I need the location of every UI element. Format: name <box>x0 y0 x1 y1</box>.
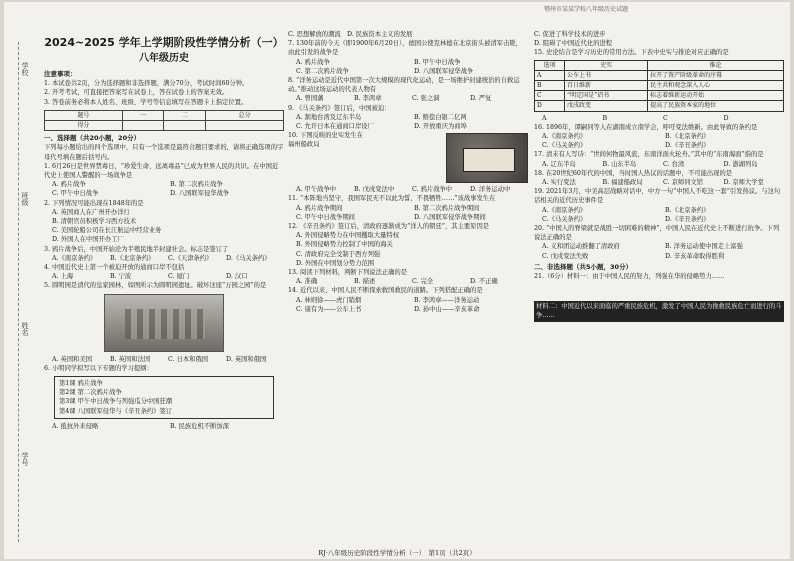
option[interactable]: D. 严复 <box>470 95 492 103</box>
option[interactable]: A. 准确 <box>296 278 318 286</box>
score-row-label: 得分 <box>45 121 123 131</box>
question-stem: 13. 阅读下列材料，判断下列说法正确的是 <box>288 269 408 277</box>
exam-subject: 八年级历史 <box>139 53 189 64</box>
score-cell[interactable] <box>122 121 164 131</box>
score-header: 总分 <box>206 110 284 120</box>
option[interactable]: B.《北京条约》 <box>110 254 155 262</box>
option[interactable]: D. 不正确 <box>470 278 498 286</box>
table-cell: 提高了民族资本家的地位 <box>648 101 784 111</box>
option[interactable]: C. 清政府完全受制于西方列强 <box>296 250 381 258</box>
option[interactable]: B. 第二次鸦片战争 <box>170 181 223 189</box>
question-stem: 8. “洋务运动是近代中国第一次大规模的现代化运动，是一场维护封建统治的自救运动。”推动这场运动的代表人物有 <box>288 77 520 94</box>
table-header: 史实 <box>565 60 648 70</box>
question-options <box>288 231 528 268</box>
option[interactable]: B. 李鸿章——洋务运动 <box>414 296 480 304</box>
table-cell: 标志着维新运动开始 <box>648 91 784 101</box>
question-stem: 3. 鸦片战争后，中国开始沦为半殖民地半封建社会。标志是签订了 <box>44 245 229 253</box>
table-row <box>535 70 784 80</box>
option[interactable]: A.《南京条约》 <box>542 133 587 141</box>
option[interactable]: C. 康有为——公车上书 <box>296 305 362 313</box>
question-stem: 17. 清末有人写诗：“世间何物最风流，东南洋面火轮舟。”其中的“东南海面”指的是 <box>534 151 764 159</box>
option[interactable]: D. 洋务运动中 <box>470 186 511 194</box>
option[interactable]: A.《南京条约》 <box>542 206 587 214</box>
outline-box <box>54 376 274 419</box>
option[interactable]: C. 允许日本在通商口岸设厂 <box>296 123 374 131</box>
option[interactable]: C. 鸦片战争中 <box>412 186 453 194</box>
question-stem: 4. 中国近代史上第一个被迫开放的通商口岸不包括 <box>44 264 185 272</box>
question-options <box>44 422 284 431</box>
option[interactable]: B. 赔偿白银二亿两 <box>414 113 467 121</box>
table-row <box>535 91 784 101</box>
option[interactable]: C. 厦门 <box>168 273 190 281</box>
table-cell: C <box>535 91 565 101</box>
top-note: 鄂州市某某学校八年级历史试题 <box>544 6 629 13</box>
option[interactable]: A. 实行变法 <box>542 179 576 187</box>
column-left <box>44 30 284 548</box>
option[interactable]: D.《马关条约》 <box>226 254 271 262</box>
question-options <box>288 94 528 103</box>
note-item: 2. 开考考试，可直接把答案写在试卷上，答在试卷上的答案无效。 <box>44 89 229 97</box>
question-options <box>44 254 284 263</box>
option[interactable]: C. 日本和俄国 <box>168 355 209 363</box>
option[interactable]: A. 英国商人在广州开办洋行 <box>52 208 130 216</box>
score-header: 一 <box>122 110 164 120</box>
option[interactable]: D. 开放重庆为商埠 <box>414 123 467 131</box>
question-options <box>44 272 284 281</box>
question-options <box>534 242 784 260</box>
question-stem: 材料二：中国近代以来面临的严重民族危机，激发了中国人民为挽救民族危亡而进行的斗争…… <box>534 301 784 321</box>
outline-line: 第3课 甲午中日战争与列强瓜分中国狂潮 <box>59 398 173 406</box>
question-stem: 15. 史论结合是学习历史的常用方法。下表中史实与推论对应正确的是 <box>534 49 729 57</box>
option[interactable]: D. 八国联军侵华战争期间 <box>414 213 486 221</box>
question-stem: 9. 《马关条约》签订后，中国被迫： <box>288 104 391 112</box>
question-options <box>288 185 528 194</box>
shipyard-photo <box>446 133 528 183</box>
question-stem: 1. 6月26日是世界禁毒日，“珍爱生命、远离毒品”已成为世界人民的共识。在中国近代史上使国人警醒的一场战争是 <box>44 162 279 180</box>
option[interactable]: B. 甲午中日战争 <box>414 58 461 66</box>
table-header: 选项 <box>535 60 565 70</box>
seal-label-name: 姓名 <box>21 322 29 336</box>
option[interactable]: C. 甲午中日战争期间 <box>296 213 355 221</box>
score-table <box>44 110 284 131</box>
question-stem: 20. “中国人的脊梁就是战胜一切困难的精神”，中国人民在近代史上不断进行抗争。下列说法正确的是 <box>534 225 780 242</box>
table-row <box>535 101 784 111</box>
table-cell: D <box>535 101 565 111</box>
option[interactable]: D. 辛亥革命取得胜利 <box>665 252 725 260</box>
option[interactable]: A. 上海 <box>52 273 74 281</box>
option[interactable]: D.《辛丑条约》 <box>665 215 710 223</box>
option[interactable]: C. 京师同文馆 <box>663 179 704 187</box>
option[interactable]: B. 清朝官员积极学习西方技术 <box>52 218 137 226</box>
table-cell: 民主共和观念深入人心 <box>648 81 784 91</box>
option[interactable]: B. 描述 <box>354 278 376 286</box>
page-footer: RJ·八年级历史阶段性学情分析（一） 第1页（共2页） <box>318 549 476 557</box>
score-header: 二 <box>164 110 206 120</box>
option[interactable]: A.《南京条约》 <box>52 254 97 262</box>
question-options <box>534 114 784 123</box>
question-options <box>288 204 528 222</box>
option[interactable]: B. 李鸿章 <box>354 95 382 103</box>
option[interactable]: D. 外国在中国划分势力范围 <box>296 259 375 267</box>
question-stem: 10. 下图反映的史实发生在 <box>288 132 363 140</box>
table-cell: “明定国是”诏书 <box>565 91 648 101</box>
option[interactable]: C. 台湾 <box>663 160 685 168</box>
table-header: 推论 <box>648 60 784 70</box>
option[interactable]: A. 义和团运动推翻了清政府 <box>542 243 620 251</box>
option[interactable]: A. 林则徐——虎门销烟 <box>296 296 362 304</box>
question-stem: 21.（6分）材料一：由于中国人民的努力，列强在华的侵略势力…… <box>534 273 725 281</box>
option[interactable]: B. 山东半岛 <box>602 160 637 168</box>
option[interactable]: C.《天津条约》 <box>168 254 213 262</box>
question-stem: 14. 近代以来，中国人民不断探索救国救民的道路。下列搭配正确的是 <box>288 287 483 295</box>
question-options <box>44 355 284 364</box>
question-stem: 18. 在20世纪60年代的中国，当时国人热议的话题中，不可能出现的是 <box>534 169 733 177</box>
option[interactable]: D. 京师大学堂 <box>723 179 764 187</box>
section-one-heading: 一、选择题（共20小题，20分） <box>44 134 141 143</box>
option[interactable]: C. 促进了科学技术的进步 <box>534 31 606 38</box>
option[interactable]: B.《北京条约》 <box>665 133 710 141</box>
answer-space[interactable] <box>534 281 784 301</box>
option[interactable]: D. 孙中山——辛亥革命 <box>414 305 480 313</box>
column-middle <box>288 30 528 548</box>
option[interactable]: B. 戊戌变法中 <box>354 186 395 194</box>
table-cell: 拉开了资产阶级革命的序幕 <box>648 70 784 80</box>
option[interactable]: A <box>542 114 547 122</box>
note-item: 1. 本试卷共2页，分为选择题和非选择题，满分70分，考试时间60分钟。 <box>44 80 249 88</box>
option[interactable]: A. 曾国藩 <box>296 95 324 103</box>
option[interactable]: D. 英国和俄国 <box>226 355 267 363</box>
exam-title: 2024~2025 学年上学期阶段性学情分析（一） <box>44 36 284 49</box>
option[interactable]: B. 英国和法国 <box>110 355 151 363</box>
option[interactable]: B. 宁波 <box>110 273 132 281</box>
question-stem: 6. 小明同学拟写以下专题的学习提纲： <box>44 364 153 372</box>
table-cell: 百日维新 <box>565 81 648 91</box>
image-caption: 福州船政局 <box>288 141 320 149</box>
column-right <box>534 30 784 548</box>
outline-line: 第2课 第二次鸦片战争 <box>59 389 122 397</box>
question-options <box>534 178 784 187</box>
option[interactable]: A. 鸦片战争 <box>296 58 330 66</box>
question-options <box>534 160 784 169</box>
exam-sheet <box>4 2 790 559</box>
notes-label: 注意事项： <box>44 70 77 78</box>
option[interactable]: B. 第二次鸦片战争期间 <box>414 204 480 212</box>
option[interactable]: B. 福建船政局 <box>602 179 643 187</box>
question-stem: C. 思想解放的潮流 D. 民族资本主义的发展 <box>288 31 413 38</box>
question-stem: 5. 圆明园是清代的皇家园林，如图所示为圆明园遗址。破坏这座“万园之园”的是 <box>44 282 267 290</box>
question-options <box>288 296 528 314</box>
option[interactable]: C. 第二次鸦片战争 <box>296 67 349 75</box>
note-item: 3. 答卷前务必将本人姓名、班级、学号等信息填写在答题卡上指定位置。 <box>44 98 248 106</box>
score-header: 题号 <box>45 110 123 120</box>
option[interactable]: C.《马关条约》 <box>542 142 587 150</box>
question-options <box>534 206 784 224</box>
question-stem: 12. 《辛丑条约》签订后，清政府逐渐成为“洋人的朝廷”，其主要原因是 <box>288 223 490 231</box>
question-options <box>44 208 284 245</box>
question-stem: 11. “本阵地当坚守，我国军民无不以此为誓，不畏牺牲……”该战事发生在 <box>288 195 496 203</box>
option[interactable]: C. 完全 <box>412 278 434 286</box>
question-options <box>288 277 528 286</box>
table-cell: B <box>535 81 565 91</box>
option[interactable]: A. 鸦片战争 <box>52 181 86 189</box>
option[interactable]: A. 甲午战争中 <box>296 186 337 194</box>
option[interactable]: B. 洋务运动使中国走上富强 <box>665 243 743 251</box>
question-options <box>288 58 528 76</box>
option[interactable]: B. 外国侵略势力控制了中国的海关 <box>296 241 393 249</box>
option[interactable]: A. 外国侵略势力在中国攫取大量特权 <box>296 232 400 240</box>
outline-line: 第4课 八国联军侵华与《辛丑条约》签订 <box>59 407 173 415</box>
option[interactable]: C. 甲午中日战争 <box>52 190 99 198</box>
table-row <box>535 81 784 91</box>
question-stem: 2. 下列情况可能出现在1848年的是 <box>44 199 144 207</box>
option[interactable]: B. 民族危机不断加深 <box>170 422 230 430</box>
option[interactable]: A. 英国和美国 <box>52 355 93 363</box>
score-cell[interactable] <box>206 121 284 131</box>
option[interactable]: C. 美国轮船公司在长江航运中经营业务 <box>52 227 162 235</box>
history-table <box>534 60 784 112</box>
seal-area <box>10 42 36 542</box>
option[interactable]: D <box>723 114 729 122</box>
option[interactable]: A. 辽东半岛 <box>542 160 576 168</box>
option[interactable]: D. 阻碍了中国近代化的进程 <box>534 40 613 48</box>
question-options <box>534 132 784 150</box>
seal-label-class: 班级 <box>21 192 29 206</box>
option[interactable]: D.《辛丑条约》 <box>665 142 710 150</box>
seal-label-id: 学号 <box>21 452 29 466</box>
option[interactable]: D. 八国联军侵华战争 <box>414 67 474 75</box>
option[interactable]: D. 汉口 <box>226 273 248 281</box>
option[interactable]: C.《马关条约》 <box>542 215 587 223</box>
outline-line: 第1课 鸦片战争 <box>59 380 103 388</box>
option[interactable]: B <box>602 114 608 122</box>
option[interactable]: C <box>663 114 668 122</box>
option[interactable]: A. 割地台湾及辽东半岛 <box>296 113 362 121</box>
yuanmingyuan-ruins-photo <box>104 294 224 352</box>
score-cell[interactable] <box>164 121 206 131</box>
option[interactable]: A. 抵抗外来侵略 <box>52 422 99 430</box>
option[interactable]: C. 张之洞 <box>412 95 440 103</box>
option[interactable]: D. 澎湖列岛 <box>723 160 758 168</box>
question-stem: 7. 130年前的今天（即1900年6月20日），德国公使克林德在北京街头被清军击毙，由此引发的战争是 <box>288 40 522 57</box>
question-options <box>44 180 284 198</box>
seal-label-school: 学校 <box>21 62 29 76</box>
option[interactable]: D. 八国联军侵华战争 <box>170 190 230 198</box>
option[interactable]: C. 戊戌变法失败 <box>542 252 589 260</box>
question-stem: 16. 1896年，谭嗣同等人在湖南成立南学会，呼吁变法维新。由此导致的条约是 <box>534 123 758 131</box>
option[interactable]: B.《北京条约》 <box>665 206 710 214</box>
option[interactable]: A. 鸦片战争期间 <box>296 204 343 212</box>
option[interactable]: D. 外国人在中国开办工厂 <box>52 236 124 244</box>
section-one-intro: 下列每小题给出的四个选项中，只有一个选项是最符合题目要求的，请将正确选项的字母代号填在题后括号内。 <box>44 144 284 161</box>
section-two-heading: 二、非选择题（共5小题，30分） <box>534 262 633 271</box>
table-cell: 戊戌政变 <box>565 101 648 111</box>
question-options <box>288 113 528 131</box>
question-stem: 19. 2021年3月，中美高层战略对话中，中方一句“中国人不吃这一套”引发热议。与这句话相关的近代历史事件是 <box>534 188 781 205</box>
table-cell: A <box>535 70 565 80</box>
table-cell: 公车上书 <box>565 70 648 80</box>
